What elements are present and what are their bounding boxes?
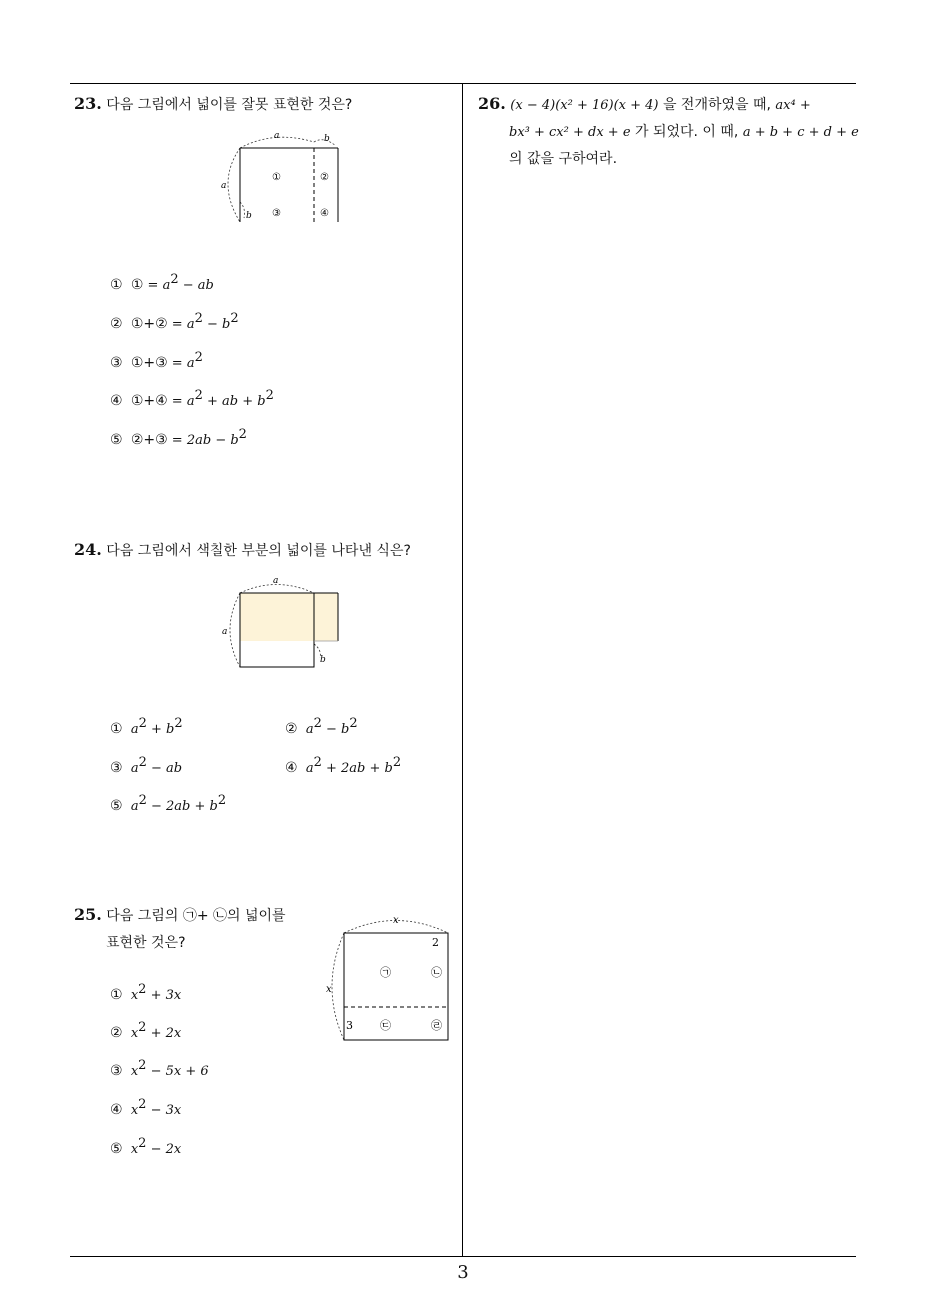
q24-label-a-left: a bbox=[222, 627, 228, 637]
q23-label-a-left: a bbox=[221, 181, 227, 191]
q23-figure bbox=[214, 128, 344, 228]
q25-choice-3[interactable]: ③ $x^2 - 5x + 6$ bbox=[110, 1058, 209, 1079]
q24-choice-5[interactable]: ⑤ $a^2 - 2ab + b^2$ bbox=[110, 793, 227, 814]
q24-number: 24. bbox=[74, 540, 102, 559]
q26-line2: bx³ + cx² + dx + e 가 되었다. 이 때, a + b + c + d + e bbox=[509, 124, 859, 140]
q23-question: 다음 그림에서 넓이를 잘못 표현한 것은? bbox=[106, 97, 353, 113]
q25-question-line2: 표현한 것은? bbox=[106, 935, 186, 951]
q23-label-b-left: b bbox=[246, 211, 252, 221]
q23-region-3: ③ bbox=[272, 208, 281, 219]
q24-choice-4[interactable]: ④ $a^2 + 2ab + b^2$ bbox=[285, 755, 402, 776]
q25-label-two: 2 bbox=[432, 936, 439, 949]
q25-choice-1[interactable]: ① $x^2 + 3x$ bbox=[110, 982, 182, 1003]
q23-number: 23. bbox=[74, 94, 102, 113]
q25-number: 25. bbox=[74, 905, 102, 924]
q24-shaded-region bbox=[240, 593, 338, 641]
q23-choice-1[interactable]: ① ① = $a^2$ − ab bbox=[110, 272, 214, 293]
q25-figure bbox=[320, 910, 455, 1045]
q23-label-a-top: a bbox=[274, 131, 280, 141]
q23-choice-4[interactable]: ④ ①+④ = $a^2$ + ab + $b^2$ bbox=[110, 388, 274, 409]
q25-label-x-top: x bbox=[393, 915, 399, 926]
q25-choice-4[interactable]: ④ $x^2 - 3x$ bbox=[110, 1097, 182, 1118]
q24-figure bbox=[214, 572, 344, 672]
q24-label-a-top: a bbox=[273, 576, 279, 586]
q24-choice-3[interactable]: ③ $a^2$ − ab bbox=[110, 755, 183, 776]
q25-region-digeut: ㉢ bbox=[380, 1019, 391, 1032]
q25-question-line1: 다음 그림의 ㉠+ ㉡의 넓이를 bbox=[106, 908, 286, 924]
top-rule bbox=[70, 83, 856, 84]
q24-question: 다음 그림에서 색칠한 부분의 넓이를 나타낸 식은? bbox=[106, 543, 411, 559]
column-divider bbox=[462, 84, 463, 1256]
q23-choice-5[interactable]: ⑤ ②+③ = $2ab - b^2$ bbox=[110, 427, 247, 448]
q26-line1: 26. (x − 4)(x² + 16)(x + 4) 을 전개하였을 때, ax⁴ + bbox=[478, 94, 811, 113]
q25-region-rieul: ㉣ bbox=[431, 1019, 442, 1032]
q25-label-three: 3 bbox=[346, 1019, 353, 1032]
q25-choice-2[interactable]: ② $x^2 + 2x$ bbox=[110, 1020, 182, 1041]
q23-region-4: ④ bbox=[320, 208, 329, 219]
q25-choice-5[interactable]: ⑤ $x^2 - 2x$ bbox=[110, 1136, 182, 1157]
q25-region-nieun: ㉡ bbox=[431, 966, 442, 979]
q26-number: 26. bbox=[478, 94, 506, 113]
q25-region-giyeok: ㉠ bbox=[380, 966, 391, 979]
q23-region-1: ① bbox=[272, 172, 281, 183]
q24-header bbox=[74, 540, 411, 560]
q24-choice-1[interactable]: ① $a^2 + b^2$ bbox=[110, 716, 183, 737]
q23-choice-3[interactable]: ③ ①+③ = $a^2$ bbox=[110, 350, 203, 371]
q23-label-b-top: b bbox=[324, 134, 330, 144]
q24-label-b-right: b bbox=[320, 655, 326, 665]
q25-label-x-left: x bbox=[326, 984, 332, 995]
q26-line3: 의 값을 구하여라. bbox=[509, 151, 618, 167]
q26-expression: (x − 4)(x² + 16)(x + 4) bbox=[510, 98, 659, 113]
q24-choice-2[interactable]: ② $a^2 - b^2$ bbox=[285, 716, 358, 737]
q23-choice-2[interactable]: ② ①+② = $a^2 - b^2$ bbox=[110, 311, 239, 332]
q23-region-2: ② bbox=[320, 172, 329, 183]
page-number: 3 bbox=[457, 1262, 469, 1283]
bottom-rule bbox=[70, 1256, 856, 1257]
q23-header bbox=[74, 94, 352, 114]
q25-header bbox=[74, 905, 286, 925]
